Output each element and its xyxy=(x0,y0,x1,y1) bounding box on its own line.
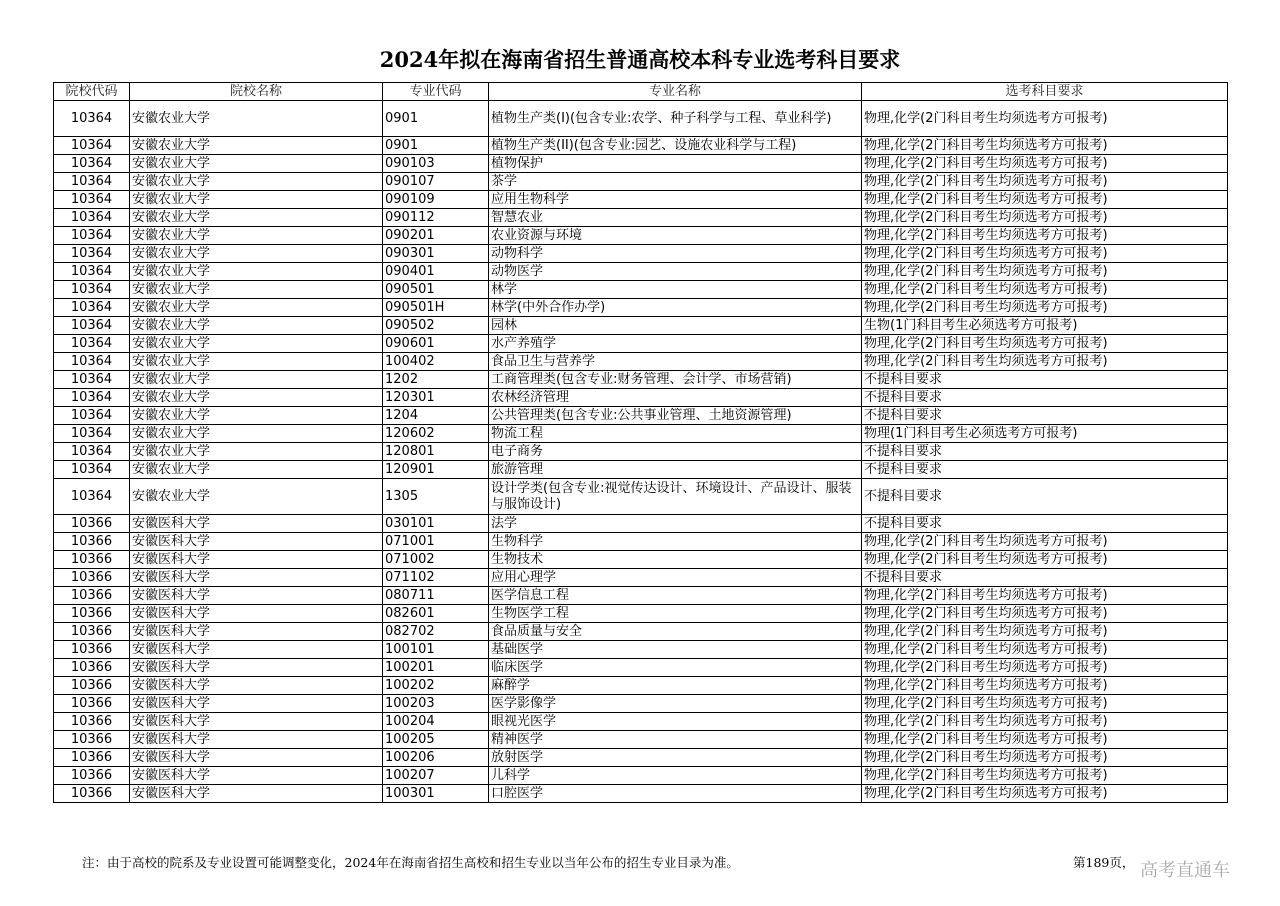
school-name-cell: 安徽农业大学 xyxy=(130,209,383,227)
major-name-cell: 放射医学 xyxy=(489,749,862,767)
subject-requirement-cell: 物理,化学(2门科目考生均须选考方可报考) xyxy=(862,623,1228,641)
major-name-cell: 植物生产类(II)(包含专业:园艺、设施农业科学与工程) xyxy=(489,137,862,155)
major-code-cell: 071102 xyxy=(383,569,489,587)
major-name-cell: 物流工程 xyxy=(489,425,862,443)
school-name-cell: 安徽医科大学 xyxy=(130,749,383,767)
school-code-cell: 10364 xyxy=(54,389,130,407)
major-code-cell: 100206 xyxy=(383,749,489,767)
subject-requirement-cell: 不提科目要求 xyxy=(862,407,1228,425)
major-code-cell: 090501H xyxy=(383,299,489,317)
school-code-cell: 10366 xyxy=(54,695,130,713)
major-code-cell: 090107 xyxy=(383,173,489,191)
major-name-cell: 公共管理类(包含专业:公共事业管理、土地资源管理) xyxy=(489,407,862,425)
school-name-cell: 安徽农业大学 xyxy=(130,245,383,263)
table-row xyxy=(54,407,1228,425)
school-name-cell: 安徽农业大学 xyxy=(130,371,383,389)
major-code-cell: 082601 xyxy=(383,605,489,623)
table-row xyxy=(54,569,1228,587)
school-name-cell: 安徽农业大学 xyxy=(130,155,383,173)
major-code-cell: 100207 xyxy=(383,767,489,785)
table-row xyxy=(54,245,1228,263)
school-name-cell: 安徽农业大学 xyxy=(130,101,383,137)
school-name-cell: 安徽医科大学 xyxy=(130,695,383,713)
major-code-cell: 120602 xyxy=(383,425,489,443)
school-name-cell: 安徽医科大学 xyxy=(130,767,383,785)
subject-requirement-cell: 物理,化学(2门科目考生均须选考方可报考) xyxy=(862,767,1228,785)
major-code-cell: 100201 xyxy=(383,659,489,677)
subject-requirement-cell: 物理,化学(2门科目考生均须选考方可报考) xyxy=(862,173,1228,191)
subject-requirement-cell: 物理,化学(2门科目考生均须选考方可报考) xyxy=(862,533,1228,551)
table-row xyxy=(54,173,1228,191)
school-name-cell: 安徽农业大学 xyxy=(130,137,383,155)
subject-requirement-cell: 不提科目要求 xyxy=(862,443,1228,461)
school-code-cell: 10364 xyxy=(54,191,130,209)
major-code-cell: 100402 xyxy=(383,353,489,371)
school-name-cell: 安徽农业大学 xyxy=(130,353,383,371)
table-row xyxy=(54,371,1228,389)
school-code-cell: 10366 xyxy=(54,785,130,803)
school-name-cell: 安徽农业大学 xyxy=(130,299,383,317)
school-code-cell: 10364 xyxy=(54,299,130,317)
school-code-cell: 10364 xyxy=(54,263,130,281)
major-name-cell: 工商管理类(包含专业:财务管理、会计学、市场营销) xyxy=(489,371,862,389)
school-code-cell: 10364 xyxy=(54,353,130,371)
table-row xyxy=(54,353,1228,371)
major-name-cell: 医学信息工程 xyxy=(489,587,862,605)
footnote: 注：由于高校的院系及专业设置可能调整变化，2024年在海南省招生高校和招生专业以当年公布的招生专业目录为准。 xyxy=(82,855,739,870)
school-code-cell: 10366 xyxy=(54,749,130,767)
major-name-cell: 智慧农业 xyxy=(489,209,862,227)
school-name-cell: 安徽医科大学 xyxy=(130,515,383,533)
watermark: 高考直通车 xyxy=(1140,860,1230,881)
school-name-cell: 安徽农业大学 xyxy=(130,263,383,281)
school-code-cell: 10364 xyxy=(54,335,130,353)
school-name-cell: 安徽医科大学 xyxy=(130,659,383,677)
major-name-cell: 口腔医学 xyxy=(489,785,862,803)
major-code-cell: 1204 xyxy=(383,407,489,425)
school-code-cell: 10364 xyxy=(54,209,130,227)
school-code-cell: 10366 xyxy=(54,587,130,605)
school-name-cell: 安徽农业大学 xyxy=(130,227,383,245)
school-code-cell: 10364 xyxy=(54,101,130,137)
major-code-cell: 080711 xyxy=(383,587,489,605)
major-name-cell: 基础医学 xyxy=(489,641,862,659)
table-row xyxy=(54,659,1228,677)
school-name-cell: 安徽农业大学 xyxy=(130,479,383,515)
header-major-code: 专业代码 xyxy=(383,83,489,101)
school-name-cell: 安徽农业大学 xyxy=(130,425,383,443)
subject-requirement-cell: 不提科目要求 xyxy=(862,479,1228,515)
major-name-cell: 设计学类(包含专业:视觉传达设计、环境设计、产品设计、服装与服饰设计) xyxy=(489,479,862,515)
school-name-cell: 安徽农业大学 xyxy=(130,389,383,407)
school-name-cell: 安徽医科大学 xyxy=(130,785,383,803)
major-name-cell: 水产养殖学 xyxy=(489,335,862,353)
school-name-cell: 安徽农业大学 xyxy=(130,335,383,353)
major-code-cell: 100204 xyxy=(383,713,489,731)
school-name-cell: 安徽农业大学 xyxy=(130,191,383,209)
major-name-cell: 旅游管理 xyxy=(489,461,862,479)
subject-requirement-cell: 物理,化学(2门科目考生均须选考方可报考) xyxy=(862,281,1228,299)
school-code-cell: 10366 xyxy=(54,623,130,641)
school-code-cell: 10366 xyxy=(54,641,130,659)
school-code-cell: 10364 xyxy=(54,227,130,245)
school-code-cell: 10364 xyxy=(54,281,130,299)
major-name-cell: 植物生产类(I)(包含专业:农学、种子科学与工程、草业科学) xyxy=(489,101,862,137)
school-name-cell: 安徽农业大学 xyxy=(130,443,383,461)
major-name-cell: 农业资源与环境 xyxy=(489,227,862,245)
header-subject-requirement: 选考科目要求 xyxy=(862,83,1228,101)
major-code-cell: 120301 xyxy=(383,389,489,407)
major-name-cell: 林学(中外合作办学) xyxy=(489,299,862,317)
major-code-cell: 100101 xyxy=(383,641,489,659)
table-row xyxy=(54,425,1228,443)
major-code-cell: 1202 xyxy=(383,371,489,389)
major-code-cell: 120901 xyxy=(383,461,489,479)
table-row xyxy=(54,299,1228,317)
table-row xyxy=(54,461,1228,479)
major-code-cell: 120801 xyxy=(383,443,489,461)
major-code-cell: 090103 xyxy=(383,155,489,173)
table-body xyxy=(54,101,1228,803)
major-name-cell: 电子商务 xyxy=(489,443,862,461)
major-code-cell: 100202 xyxy=(383,677,489,695)
major-code-cell: 071001 xyxy=(383,533,489,551)
school-name-cell: 安徽农业大学 xyxy=(130,461,383,479)
subject-requirement-cell: 物理,化学(2门科目考生均须选考方可报考) xyxy=(862,713,1228,731)
major-name-cell: 麻醉学 xyxy=(489,677,862,695)
header-school-name: 院校名称 xyxy=(130,83,383,101)
school-code-cell: 10364 xyxy=(54,317,130,335)
table-row xyxy=(54,335,1228,353)
school-name-cell: 安徽医科大学 xyxy=(130,605,383,623)
school-code-cell: 10366 xyxy=(54,659,130,677)
subject-requirement-cell: 生物(1门科目考生必须选考方可报考) xyxy=(862,317,1228,335)
school-code-cell: 10366 xyxy=(54,677,130,695)
major-name-cell: 生物医学工程 xyxy=(489,605,862,623)
page-number: 第189页， xyxy=(1073,855,1135,870)
school-code-cell: 10364 xyxy=(54,137,130,155)
major-name-cell: 法学 xyxy=(489,515,862,533)
table-row xyxy=(54,281,1228,299)
subject-requirement-cell: 不提科目要求 xyxy=(862,515,1228,533)
school-name-cell: 安徽农业大学 xyxy=(130,407,383,425)
major-code-cell: 1305 xyxy=(383,479,489,515)
subject-requirement-cell: 物理,化学(2门科目考生均须选考方可报考) xyxy=(862,551,1228,569)
school-code-cell: 10364 xyxy=(54,407,130,425)
school-name-cell: 安徽农业大学 xyxy=(130,317,383,335)
major-code-cell: 090502 xyxy=(383,317,489,335)
subject-requirement-cell: 物理,化学(2门科目考生均须选考方可报考) xyxy=(862,587,1228,605)
table-header-row xyxy=(54,83,1228,101)
major-code-cell: 100203 xyxy=(383,695,489,713)
subject-requirement-cell: 物理,化学(2门科目考生均须选考方可报考) xyxy=(862,137,1228,155)
school-name-cell: 安徽医科大学 xyxy=(130,587,383,605)
school-code-cell: 10366 xyxy=(54,767,130,785)
school-code-cell: 10364 xyxy=(54,173,130,191)
table-row xyxy=(54,317,1228,335)
table-row xyxy=(54,191,1228,209)
major-name-cell: 园林 xyxy=(489,317,862,335)
major-code-cell: 100205 xyxy=(383,731,489,749)
table-row xyxy=(54,479,1228,515)
major-name-cell: 茶学 xyxy=(489,173,862,191)
subject-requirement-cell: 物理,化学(2门科目考生均须选考方可报考) xyxy=(862,299,1228,317)
school-name-cell: 安徽医科大学 xyxy=(130,533,383,551)
major-name-cell: 应用生物科学 xyxy=(489,191,862,209)
school-code-cell: 10366 xyxy=(54,515,130,533)
subject-requirement-cell: 物理,化学(2门科目考生均须选考方可报考) xyxy=(862,749,1228,767)
subject-requirement-cell: 物理,化学(2门科目考生均须选考方可报考) xyxy=(862,605,1228,623)
major-name-cell: 动物医学 xyxy=(489,263,862,281)
major-code-cell: 0901 xyxy=(383,137,489,155)
subject-requirement-cell: 物理,化学(2门科目考生均须选考方可报考) xyxy=(862,785,1228,803)
school-code-cell: 10366 xyxy=(54,533,130,551)
subject-requirement-cell: 不提科目要求 xyxy=(862,389,1228,407)
table-row xyxy=(54,443,1228,461)
page-title: 2024年拟在海南省招生普通高校本科专业选考科目要求 xyxy=(379,47,901,72)
subject-requirement-cell: 物理,化学(2门科目考生均须选考方可报考) xyxy=(862,245,1228,263)
school-code-cell: 10366 xyxy=(54,605,130,623)
major-code-cell: 090201 xyxy=(383,227,489,245)
subject-requirement-cell: 物理,化学(2门科目考生均须选考方可报考) xyxy=(862,695,1228,713)
subject-requirement-cell: 物理,化学(2门科目考生均须选考方可报考) xyxy=(862,155,1228,173)
table-row xyxy=(54,551,1228,569)
table-row xyxy=(54,677,1228,695)
school-name-cell: 安徽医科大学 xyxy=(130,551,383,569)
header-major-name: 专业名称 xyxy=(489,83,862,101)
major-name-cell: 精神医学 xyxy=(489,731,862,749)
subject-requirement-cell: 不提科目要求 xyxy=(862,461,1228,479)
subject-requirement-cell: 物理,化学(2门科目考生均须选考方可报考) xyxy=(862,659,1228,677)
school-code-cell: 10366 xyxy=(54,731,130,749)
table-row xyxy=(54,101,1228,137)
major-code-cell: 071002 xyxy=(383,551,489,569)
school-code-cell: 10364 xyxy=(54,371,130,389)
major-code-cell: 100301 xyxy=(383,785,489,803)
subject-requirement-cell: 物理,化学(2门科目考生均须选考方可报考) xyxy=(862,101,1228,137)
major-code-cell: 090501 xyxy=(383,281,489,299)
major-name-cell: 应用心理学 xyxy=(489,569,862,587)
subject-requirement-cell: 物理,化学(2门科目考生均须选考方可报考) xyxy=(862,191,1228,209)
major-name-cell: 食品卫生与营养学 xyxy=(489,353,862,371)
table-row xyxy=(54,155,1228,173)
school-code-cell: 10364 xyxy=(54,155,130,173)
table-row xyxy=(54,533,1228,551)
school-name-cell: 安徽医科大学 xyxy=(130,641,383,659)
major-name-cell: 植物保护 xyxy=(489,155,862,173)
major-name-cell: 食品质量与安全 xyxy=(489,623,862,641)
table-row xyxy=(54,749,1228,767)
requirements-table xyxy=(53,82,1228,803)
table-row xyxy=(54,623,1228,641)
header-school-code: 院校代码 xyxy=(54,83,130,101)
table-row xyxy=(54,137,1228,155)
table-row xyxy=(54,767,1228,785)
table-row xyxy=(54,713,1228,731)
table-row xyxy=(54,605,1228,623)
school-name-cell: 安徽农业大学 xyxy=(130,173,383,191)
school-code-cell: 10364 xyxy=(54,443,130,461)
major-code-cell: 090109 xyxy=(383,191,489,209)
major-name-cell: 生物技术 xyxy=(489,551,862,569)
major-code-cell: 082702 xyxy=(383,623,489,641)
school-code-cell: 10366 xyxy=(54,551,130,569)
table-row xyxy=(54,515,1228,533)
school-code-cell: 10364 xyxy=(54,245,130,263)
table-row xyxy=(54,209,1228,227)
subject-requirement-cell: 物理,化学(2门科目考生均须选考方可报考) xyxy=(862,263,1228,281)
subject-requirement-cell: 物理,化学(2门科目考生均须选考方可报考) xyxy=(862,209,1228,227)
subject-requirement-cell: 物理,化学(2门科目考生均须选考方可报考) xyxy=(862,353,1228,371)
major-code-cell: 090601 xyxy=(383,335,489,353)
school-code-cell: 10366 xyxy=(54,713,130,731)
major-name-cell: 林学 xyxy=(489,281,862,299)
major-code-cell: 090112 xyxy=(383,209,489,227)
school-name-cell: 安徽医科大学 xyxy=(130,569,383,587)
major-name-cell: 生物科学 xyxy=(489,533,862,551)
major-code-cell: 030101 xyxy=(383,515,489,533)
table-row xyxy=(54,587,1228,605)
school-name-cell: 安徽医科大学 xyxy=(130,677,383,695)
subject-requirement-cell: 不提科目要求 xyxy=(862,371,1228,389)
school-name-cell: 安徽医科大学 xyxy=(130,731,383,749)
subject-requirement-cell: 物理,化学(2门科目考生均须选考方可报考) xyxy=(862,641,1228,659)
subject-requirement-cell: 物理,化学(2门科目考生均须选考方可报考) xyxy=(862,227,1228,245)
major-code-cell: 0901 xyxy=(383,101,489,137)
subject-requirement-cell: 物理,化学(2门科目考生均须选考方可报考) xyxy=(862,335,1228,353)
table-row xyxy=(54,389,1228,407)
subject-requirement-cell: 物理,化学(2门科目考生均须选考方可报考) xyxy=(862,677,1228,695)
school-name-cell: 安徽农业大学 xyxy=(130,281,383,299)
table-row xyxy=(54,263,1228,281)
major-name-cell: 医学影像学 xyxy=(489,695,862,713)
major-code-cell: 090301 xyxy=(383,245,489,263)
school-name-cell: 安徽医科大学 xyxy=(130,713,383,731)
school-code-cell: 10364 xyxy=(54,479,130,515)
subject-requirement-cell: 物理,化学(2门科目考生均须选考方可报考) xyxy=(862,731,1228,749)
major-name-cell: 儿科学 xyxy=(489,767,862,785)
major-name-cell: 动物科学 xyxy=(489,245,862,263)
major-code-cell: 090401 xyxy=(383,263,489,281)
school-code-cell: 10366 xyxy=(54,569,130,587)
major-name-cell: 临床医学 xyxy=(489,659,862,677)
major-name-cell: 眼视光医学 xyxy=(489,713,862,731)
table-row xyxy=(54,641,1228,659)
table-row xyxy=(54,731,1228,749)
subject-requirement-cell: 物理(1门科目考生必须选考方可报考) xyxy=(862,425,1228,443)
school-code-cell: 10364 xyxy=(54,425,130,443)
subject-requirement-cell: 不提科目要求 xyxy=(862,569,1228,587)
school-code-cell: 10364 xyxy=(54,461,130,479)
table-row xyxy=(54,695,1228,713)
major-name-cell: 农林经济管理 xyxy=(489,389,862,407)
table-row xyxy=(54,227,1228,245)
table-row xyxy=(54,785,1228,803)
school-name-cell: 安徽医科大学 xyxy=(130,623,383,641)
